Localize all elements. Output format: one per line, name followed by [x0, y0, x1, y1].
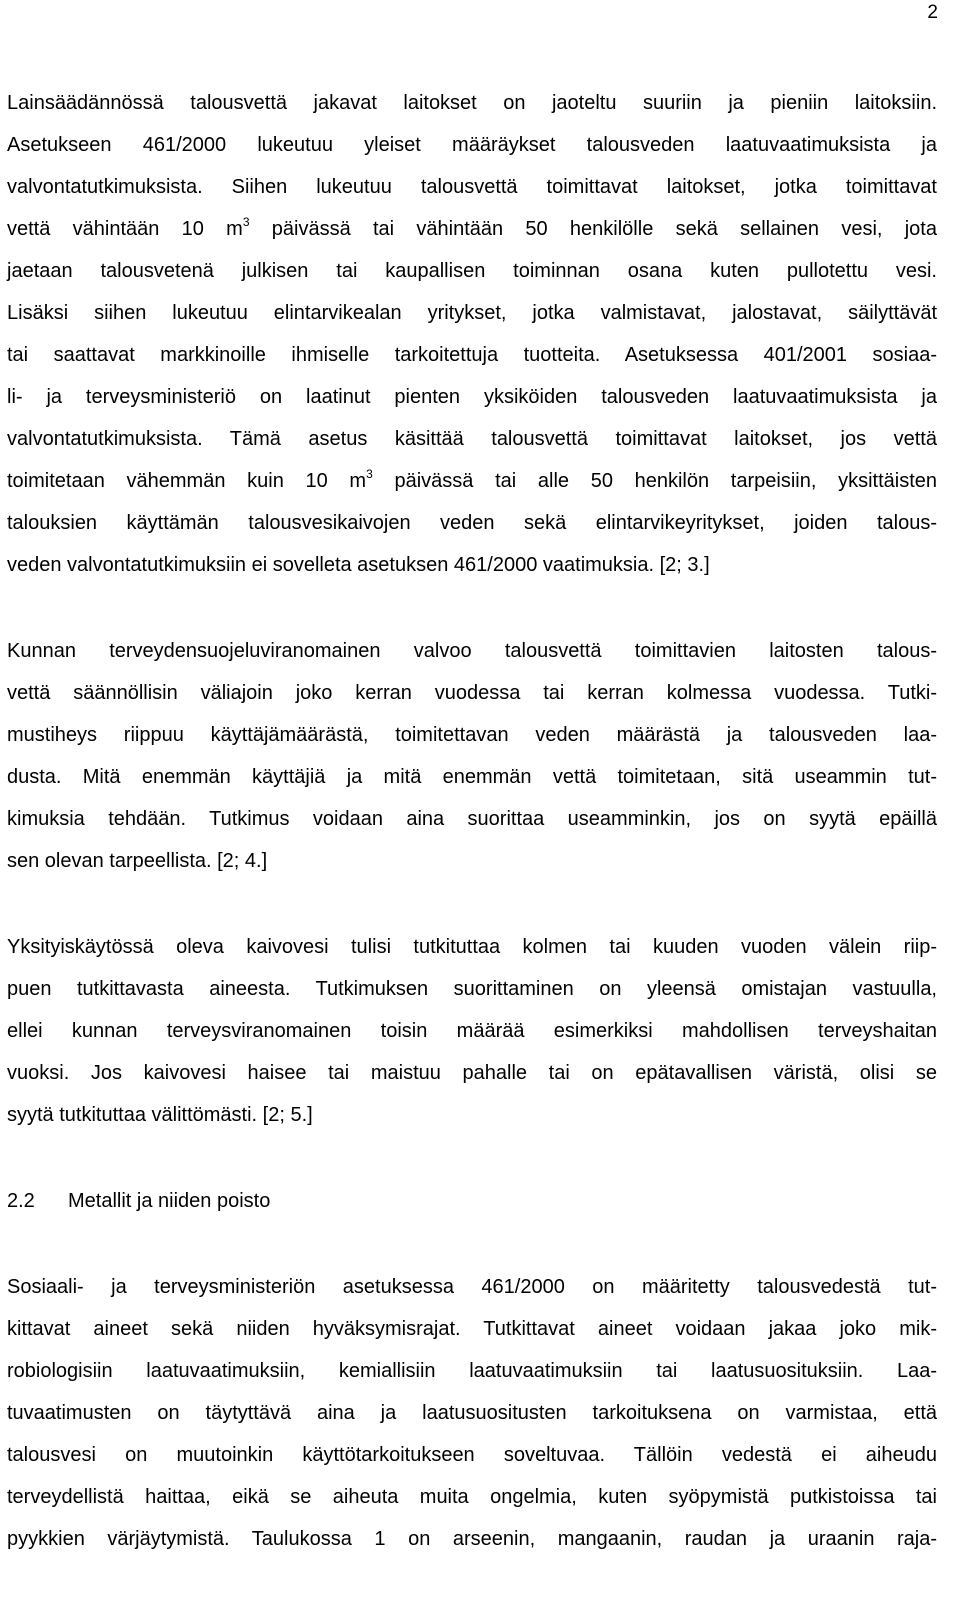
paragraph-private-wells	[7, 926, 937, 1136]
page-number: 2	[927, 2, 938, 23]
text-line: kimuksia tehdään. Tutkimus voidaan aina suorittaa useamminkin, jos on syytä epäillä	[7, 808, 937, 830]
text-line: sen olevan tarpeellista. [2; 4.]	[7, 850, 268, 872]
text-line: syytä tutkituttaa välittömästi. [2; 5.]	[7, 1104, 313, 1126]
section-title: Metallit ja niiden poisto	[68, 1190, 271, 1212]
text-line: tai saattavat markkinoille ihmiselle tarkoitettuja tuotteita. Asetuksessa 401/2001 sosiaa-	[7, 344, 937, 366]
text-segment: toimitetaan vähemmän kuin 10 m	[7, 470, 367, 492]
text-line: tuvaatimusten on täytyttävä aina ja laatusuositusten tarkoituksena on varmistaa, että	[7, 1402, 937, 1424]
paragraph-metals-requirements	[7, 1266, 937, 1560]
text-line: Asetukseen 461/2000 lukeutuu yleiset määräykset talousveden laatuvaatimuksista ja	[7, 134, 937, 156]
text-segment: päivässä tai alle 50 henkilön tarpeisiin, yksittäisten	[372, 470, 938, 492]
text-line: Lisäksi siihen lukeutuu elintarvikealan yritykset, jotka valmistavat, jalostavat, säilyttävät	[7, 302, 937, 324]
text-line: ellei kunnan terveysviranomainen toisin määrää esimerkiksi mahdollisen terveyshaitan	[7, 1020, 937, 1042]
text-line: vettä säännöllisin väliajoin joko kerran vuodessa tai kerran kolmessa vuodessa. Tutki-	[7, 682, 937, 704]
text-line: li- ja terveysministeriö on laatinut pienten yksiköiden talousveden laatuvaatimuksista ja	[7, 386, 937, 408]
text-line: robiologisiin laatuvaatimuksiin, kemiallisiin laatuvaatimuksiin tai laatusuosituksiin. Laa-	[7, 1360, 937, 1382]
paragraph-water-supply-regulations	[7, 82, 937, 586]
text-line: Lainsäädännössä talousvettä jakavat laitokset on jaoteltu suuriin ja pieniin laitoksiin.	[7, 92, 937, 114]
text-line: kittavat aineet sekä niiden hyväksymisrajat. Tutkittavat aineet voidaan jakaa joko mik-	[7, 1318, 937, 1340]
text-line: vuoksi. Jos kaivovesi haisee tai maistuu pahalle tai on epätavallisen väristä, olisi se	[7, 1062, 937, 1084]
section-number: 2.2	[7, 1190, 35, 1212]
section-heading	[7, 1180, 937, 1222]
superscript: 3	[242, 215, 250, 229]
document-body	[7, 82, 937, 1604]
text-line: veden valvontatutkimuksiin ei sovelleta asetuksen 461/2000 vaatimuksia. [2; 3.]	[7, 554, 710, 576]
text-line: valvontatutkimuksista. Tämä asetus käsittää talousvettä toimittavat laitokset, jos vettä	[7, 428, 937, 450]
text-line: pyykkien värjäytymistä. Taulukossa 1 on arseenin, mangaanin, raudan ja uraanin raja-	[7, 1528, 937, 1550]
text-line: talousvesi on muutoinkin käyttötarkoitukseen soveltuvaa. Tällöin vedestä ei aiheudu	[7, 1444, 937, 1466]
text-line: talouksien käyttämän talousvesikaivojen veden sekä elintarvikeyritykset, joiden talous-	[7, 512, 937, 534]
text-line: Yksityiskäytössä oleva kaivovesi tulisi tutkituttaa kolmen tai kuuden vuoden välein riip-	[7, 936, 937, 958]
text-line: dusta. Mitä enemmän käyttäjiä ja mitä enemmän vettä toimitetaan, sitä useammin tut-	[7, 766, 937, 788]
text-line: mustiheys riippuu käyttäjämäärästä, toimitettavan veden määrästä ja talousveden laa-	[7, 724, 937, 746]
text-segment: päivässä tai vähintään 50 henkilölle sekä sellainen vesi, jota	[249, 218, 937, 240]
text-line	[7, 208, 937, 250]
text-line: puen tutkittavasta aineesta. Tutkimuksen suorittaminen on yleensä omistajan vastuulla,	[7, 978, 937, 1000]
paragraph-municipal-monitoring	[7, 630, 937, 882]
text-line: jaetaan talousvetenä julkisen tai kaupallisen toiminnan osana kuten pullotettu vesi.	[7, 260, 937, 282]
text-line: valvontatutkimuksista. Siihen lukeutuu talousvettä toimittavat laitokset, jotka toimittavat	[7, 176, 937, 198]
text-line	[7, 460, 937, 502]
superscript: 3	[366, 467, 373, 481]
text-segment: vettä vähintään 10 m	[7, 218, 243, 240]
text-line: Kunnan terveydensuojeluviranomainen valvoo talousvettä toimittavien laitosten talous-	[7, 640, 937, 662]
text-line: Sosiaali- ja terveysministeriön asetuksessa 461/2000 on määritetty talousvedestä tut-	[7, 1276, 937, 1298]
text-line: terveydellistä haittaa, eikä se aiheuta muita ongelmia, kuten syöpymistä putkistoissa tai	[7, 1486, 937, 1508]
